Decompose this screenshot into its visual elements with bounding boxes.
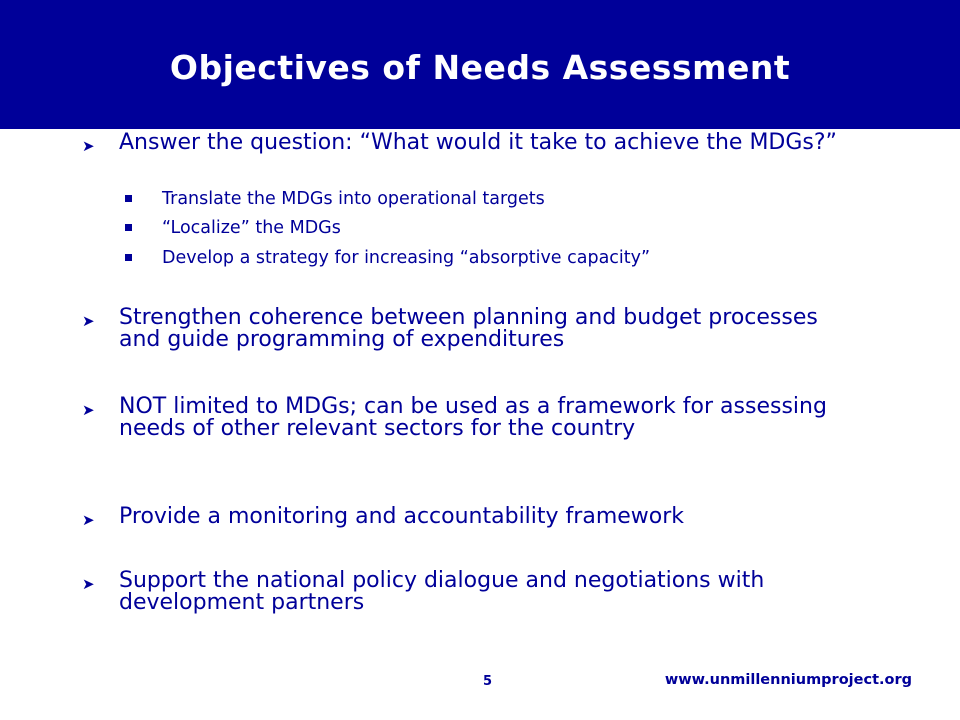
bullet-text: Provide a monitoring and accountability framework <box>119 504 685 529</box>
square-bullet-icon <box>125 195 132 202</box>
bullet-text: Answer the question: “What would it take to achieve the MDGs?” <box>119 130 837 155</box>
page-number: 5 <box>483 674 493 689</box>
title-bar <box>0 0 960 129</box>
footer-url: www.unmillenniumproject.org <box>664 672 912 688</box>
bullet-text: NOT limited to MDGs; can be used as a framework for assessing needs of other relevant sectors for the country <box>119 394 827 441</box>
bullet-text: Support the national policy dialogue and negotiations with development partners <box>119 568 765 615</box>
square-bullet-icon <box>125 254 132 261</box>
arrow-bullet-icon: ➤ <box>82 312 95 330</box>
bullet-text: Strengthen coherence between planning and budget processes and guide programming of expenditures <box>119 305 818 352</box>
square-bullet-icon <box>125 224 132 231</box>
slide-title: Objectives of Needs Assessment <box>169 48 791 87</box>
sub-bullet-text: “Localize” the MDGs <box>162 218 341 238</box>
arrow-bullet-icon: ➤ <box>82 575 95 593</box>
sub-bullet-text: Develop a strategy for increasing “absorptive capacity” <box>162 248 651 268</box>
arrow-bullet-icon: ➤ <box>82 137 95 155</box>
sub-bullet-text: Translate the MDGs into operational targets <box>162 189 545 209</box>
arrow-bullet-icon: ➤ <box>82 511 95 529</box>
arrow-bullet-icon: ➤ <box>82 401 95 419</box>
